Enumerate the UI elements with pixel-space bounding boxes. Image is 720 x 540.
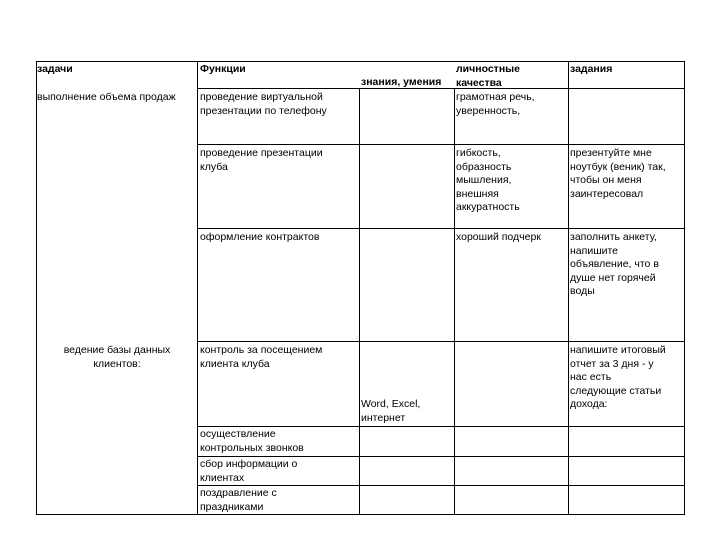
cell-function-5: осуществление контрольных звонков [200, 428, 304, 454]
cell-qualities-3: хороший подчерк [456, 231, 541, 243]
header-assignments: задания [570, 63, 613, 75]
cell-function-7: поздравление с праздниками [200, 487, 277, 513]
header-knowledge: знания, умения [361, 76, 442, 88]
header-qualities: личностные качества [456, 63, 520, 89]
cell-task-1: выполнение объема продаж [37, 91, 176, 103]
header-tasks: задачи [37, 63, 73, 75]
cell-assignment-3: заполнить анкету, напишите объявление, что в душе нет горячей воды [570, 231, 659, 298]
cell-function-4: контроль за посещением клиента клуба [200, 344, 323, 370]
cell-assignment-2: презентуйте мне ноутбук (веник) так, чтобы он меня заинтересовал [570, 147, 666, 200]
cell-function-6: сбор информации о клиентах [200, 458, 298, 484]
header-functions: Функции [200, 63, 246, 75]
cell-function-2: проведение презентации клуба [200, 147, 323, 173]
cell-function-1: проведение виртуальной презентации по телефону [200, 91, 327, 117]
cell-task-4: ведение базы данных клиентов: [63, 344, 171, 370]
cell-function-3: оформление контрактов [200, 231, 320, 243]
cell-qualities-2: гибкость, образность мышления, внешняя аккуратность [456, 147, 520, 214]
cell-knowledge-4: Word, Excel, интернет [361, 398, 421, 424]
cell-assignment-4: напишите итоговый отчет за 3 дня - у нас есть следующие статьи дохода: [570, 344, 666, 411]
cell-qualities-1: грамотная речь, уверенность, [456, 91, 535, 117]
